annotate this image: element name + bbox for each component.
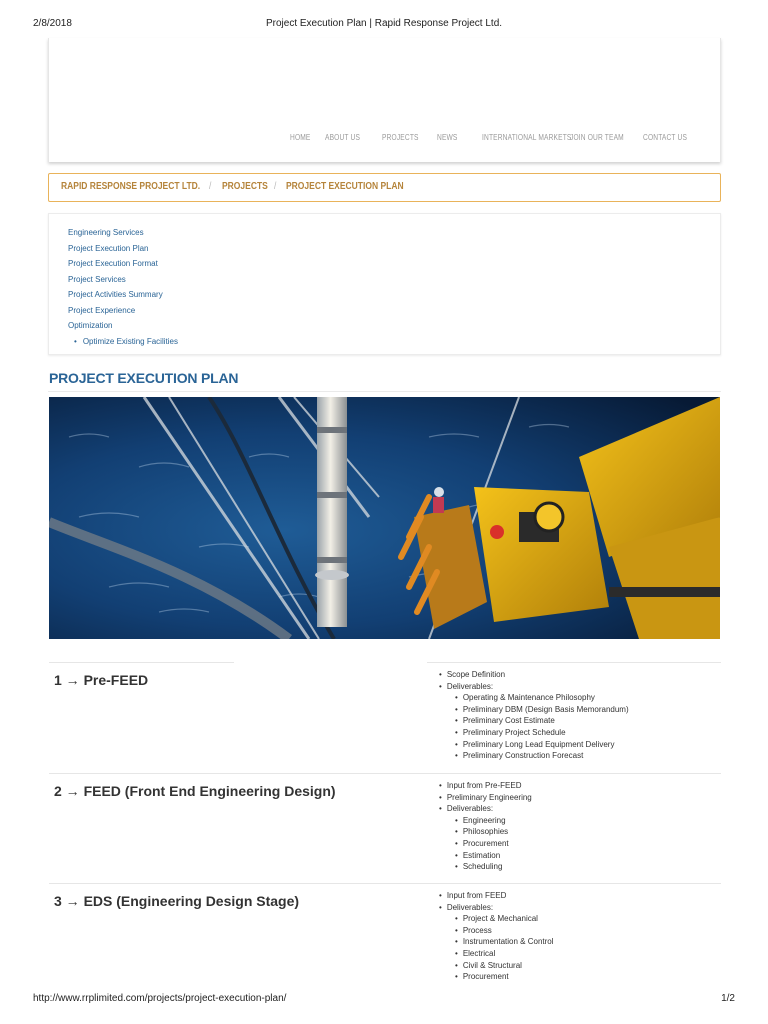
section-divider [427,662,721,663]
nav-contact-us[interactable]: CONTACT US [643,132,688,142]
phase-section-eds [49,883,721,988]
list-item: • Scope Definition [439,669,629,681]
subnav-item[interactable] [68,303,178,319]
section-points [439,780,532,873]
subnav-item[interactable] [68,225,178,241]
print-page-number: 1/2 [721,993,735,1004]
subnav-item[interactable] [68,318,178,334]
subnav-link-project-services[interactable]: Project Services [68,274,126,284]
list-item: • Operating & Maintenance Philosophy [439,692,629,704]
subnav-item[interactable] [68,256,178,272]
list-item: • Project & Mechanical [439,913,554,925]
subnav-panel [48,213,721,355]
subnav-link-optimize-existing-facilities[interactable]: Optimize Existing Facilities [82,336,178,346]
nav-international-markets[interactable]: INTERNATIONAL MARKETS [482,132,572,142]
list-item: • Engineering [439,815,532,827]
list-item: • Input from FEED [439,890,554,902]
list-item: • Philosophies [439,826,532,838]
page-title: PROJECT EXECUTION PLAN [49,370,239,386]
nav-join-our-team[interactable]: JOIN OUR TEAM [570,132,624,142]
print-url: http://www.rrplimited.com/projects/project-execution-plan/ [33,993,287,1004]
list-item: • Preliminary DBM (Design Basis Memorandum) [439,704,629,716]
print-title: Project Execution Plan | Rapid Response Project Ltd. [265,18,503,29]
hero-image [49,397,720,639]
list-item: • Preliminary Construction Forecast [439,750,629,762]
list-item: • Preliminary Cost Estimate [439,715,629,727]
section-heading: 1 → Pre-FEED [54,672,149,688]
section-divider [49,883,721,884]
list-item: • Scheduling [439,861,532,873]
subnav-link-engineering-services[interactable]: Engineering Services [68,228,144,237]
list-item: • Input from Pre-FEED [439,780,532,792]
list-item: • Instrumentation & Control [439,936,554,948]
breadcrumb-separator: / [274,181,277,192]
list-item: • Civil & Structural [439,960,554,972]
section-heading: 2 → FEED (Front End Engineering Design) [54,783,336,799]
list-item: • Estimation [439,850,532,862]
phase-section-pre-feed [49,662,721,772]
list-item: • Preliminary Long Lead Equipment Delivery [439,739,629,751]
print-date: 2/8/2018 [33,18,72,29]
subnav-link-optimization[interactable]: Optimization [68,321,113,330]
main-nav [290,132,720,146]
site-header [48,38,721,162]
print-header [33,18,735,32]
subnav-link-project-activities-summary[interactable]: Project Activities Summary [68,290,163,299]
subnav-link-project-execution-format[interactable]: Project Execution Format [68,259,158,268]
list-item: • Procurement [439,838,532,850]
title-divider [48,391,721,392]
list-item: • Process [439,925,554,937]
subnav-link-project-experience[interactable]: Project Experience [68,305,136,315]
breadcrumb-current: PROJECT EXECUTION PLAN [286,181,404,192]
nav-news[interactable]: NEWS [437,132,458,142]
list-item: • Electrical [439,948,554,960]
list-item: • Preliminary Project Schedule [439,727,629,739]
section-points [439,669,629,762]
section-divider [49,773,721,774]
breadcrumb-separator: / [209,181,212,192]
breadcrumb-projects-link[interactable]: PROJECTS [222,181,268,192]
breadcrumb [48,173,721,202]
phase-section-feed [49,773,721,883]
subnav-item[interactable] [68,241,178,257]
subnav-list [68,225,178,349]
section-divider [49,662,234,663]
list-item: • Procurement [439,971,554,983]
subnav-link-project-execution-plan[interactable]: Project Execution Plan [68,243,149,253]
nav-home[interactable]: HOME [290,132,311,142]
breadcrumb-home-link[interactable]: RAPID RESPONSE PROJECT LTD. [61,181,201,192]
nav-about-us[interactable]: ABOUT US [325,132,361,142]
list-item: • Preliminary Engineering [439,792,532,804]
nav-projects[interactable]: PROJECTS [382,132,419,142]
section-heading: 3 → EDS (Engineering Design Stage) [54,893,300,909]
section-points [439,890,554,983]
subnav-subitem[interactable] [68,334,178,350]
list-item: • Deliverables: [439,803,532,815]
subnav-item[interactable] [68,272,178,288]
list-item: • Deliverables: [439,902,554,914]
list-item: • Deliverables: [439,681,629,693]
subnav-item[interactable] [68,287,178,303]
